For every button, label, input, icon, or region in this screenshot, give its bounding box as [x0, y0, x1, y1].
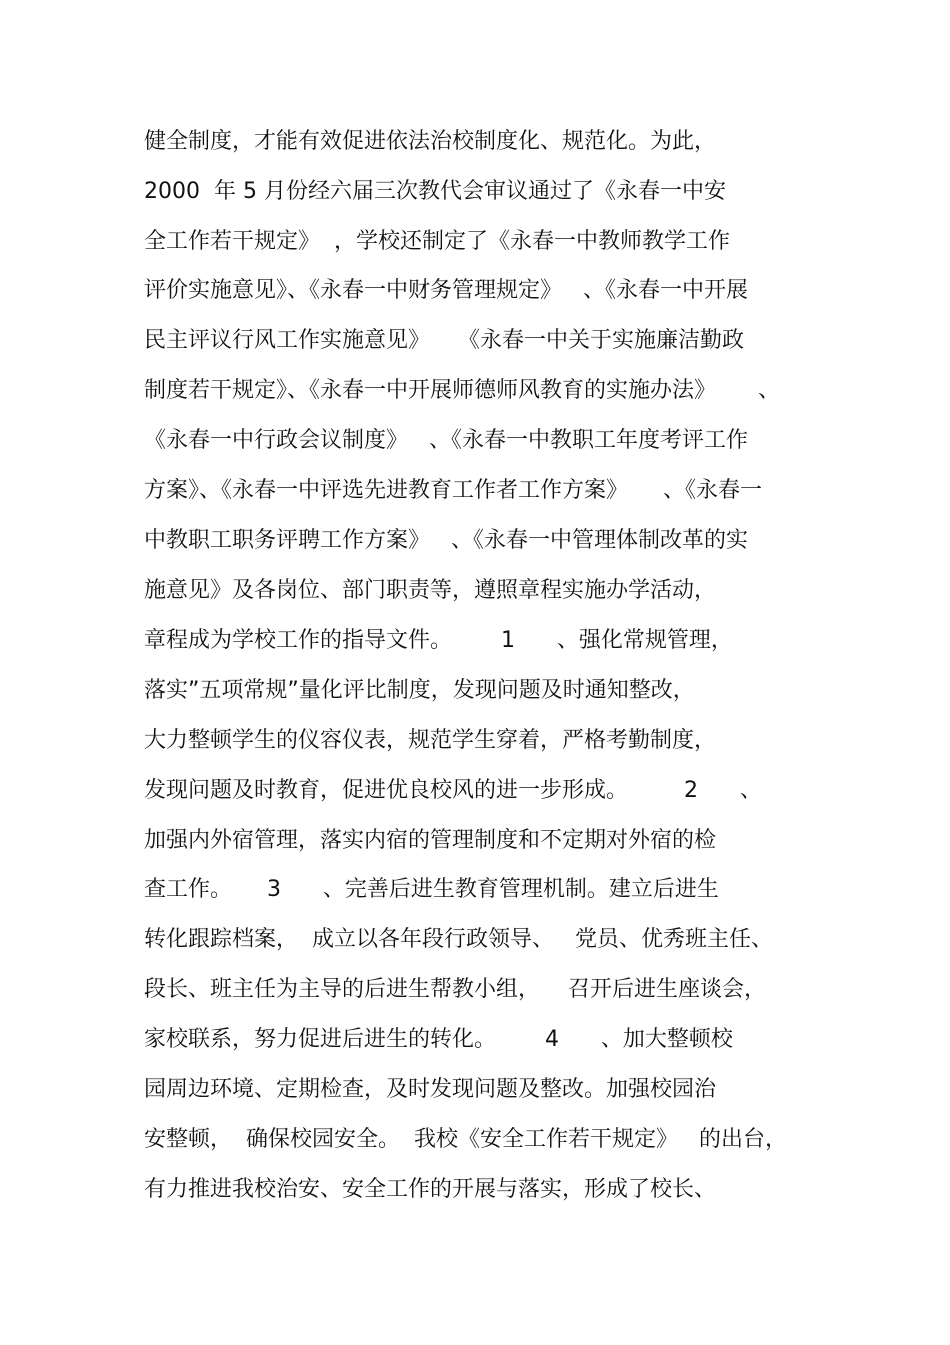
- text-line: 方案》、《永春一中评选先进教育工作者工作方案》 、《永春一: [144, 478, 762, 503]
- text-line: 查工作。 3 、完善后进生教育管理机制。建立后进生: [144, 877, 719, 902]
- text-line: 家校联系，努力促进后进生的转化。 4 、加大整顿校: [144, 1027, 733, 1052]
- text-line: 全工作若干规定》 ，学校还制定了《永春一中教师教学工作: [144, 229, 730, 254]
- text-line: 中教职工职务评聘工作方案》 、《永春一中管理体制改革的实: [144, 528, 748, 553]
- text-line: 2000 年 5 月份经六届三次教代会审议通过了《永春一中安: [144, 179, 726, 204]
- text-line: 加强内外宿管理，落实内宿的管理制度和不定期对外宿的检: [144, 828, 717, 853]
- text-line: 健全制度，才能有效促进依法治校制度化、规范化。为此，: [144, 129, 717, 154]
- text-line: 施意见》及各岗位、部门职责等，遵照章程实施办学活动，: [144, 578, 717, 603]
- text-line: 章程成为学校工作的指导文件。 1 、强化常规管理，: [144, 628, 733, 653]
- text-line: 民主评议行风工作实施意见》 《永春一中关于实施廉洁勤政: [144, 328, 744, 353]
- text-line: 评价实施意见》、《永春一中财务管理规定》 、《永春一中开展: [144, 278, 748, 303]
- text-line: 段长、班主任为主导的后进生帮教小组， 召开后进生座谈会，: [144, 977, 766, 1002]
- text-line: 落实”五项常规”量化评比制度，发现问题及时通知整改，: [144, 678, 695, 703]
- text-line: 安整顿， 确保校园安全。 我校《安全工作若干规定》 的出台，: [144, 1127, 787, 1152]
- text-line: 制度若干规定》、《永春一中开展师德师风教育的实施办法》 、: [144, 378, 780, 403]
- text-line: 有力推进我校治安、安全工作的开展与落实，形成了校长、: [144, 1177, 717, 1202]
- text-line: 大力整顿学生的仪容仪表，规范学生穿着，严格考勤制度，: [144, 728, 717, 753]
- text-line: 转化跟踪档案， 成立以各年段行政领导、 党员、优秀班主任、: [144, 927, 773, 952]
- text-line: 园周边环境、定期检查，及时发现问题及整改。加强校园治: [144, 1077, 717, 1102]
- text-line: 《永春一中行政会议制度》 、《永春一中教职工年度考评工作: [144, 428, 748, 453]
- text-line: 发现问题及时教育，促进优良校风的进一步形成。 2 、: [144, 778, 762, 803]
